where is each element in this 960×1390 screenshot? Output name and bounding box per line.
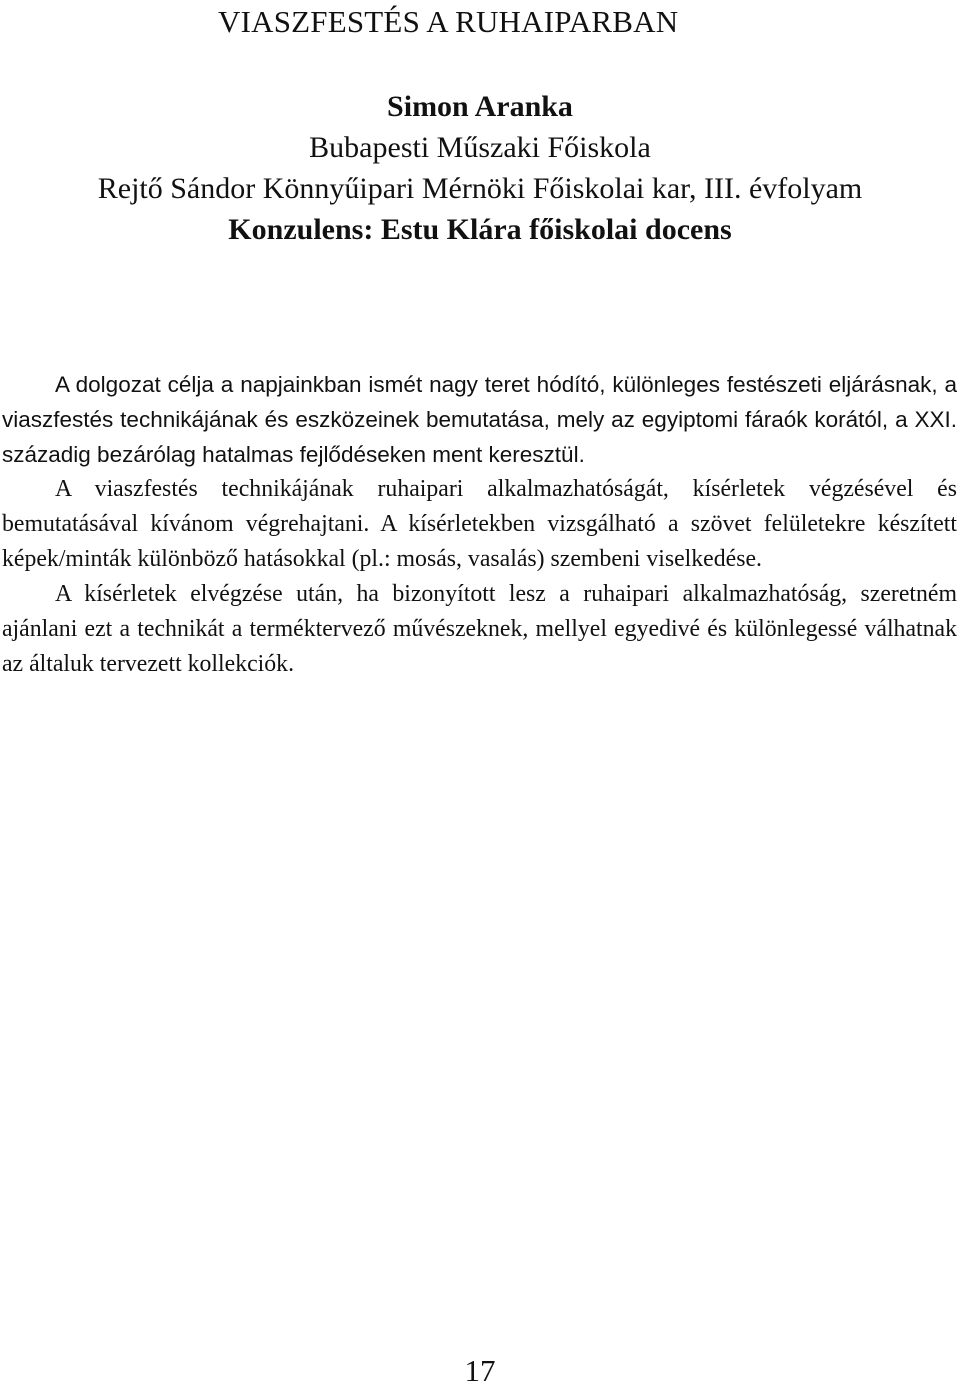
abstract bbox=[2, 367, 957, 682]
abstract-paragraph: A viaszfestés technikájának ruhaipari alkalmazhatóságát, kísérletek végzésével és bemutatásával kívánom végrehajtani. A kísérletekben vizsgálható a szövet felületekre készített képek/minták különböző hatásokkal (pl.: mosás, vasalás) szembeni viselkedése. bbox=[2, 476, 957, 572]
author-name: Simon Aranka bbox=[387, 90, 573, 123]
abstract-paragraph: A dolgozat célja a napjainkban ismét nagy teret hódító, különleges festészeti eljárásnak, a viaszfestés technikájának és eszközeinek bemutatása, mely az egyiptomi fáraók korától, a XXI. századig bezárólag hatalmas fejlődéseken ment keresztül. bbox=[2, 372, 957, 467]
faculty: Rejtő Sándor Könnyűipari Mérnöki Főiskolai kar, III. évfolyam bbox=[97, 172, 863, 205]
page-title: VIASZFESTÉS A RUHAIPARBAN bbox=[218, 4, 679, 39]
consultant: Konzulens: Estu Klára főiskolai docens bbox=[228, 213, 732, 246]
page-number: 17 bbox=[464, 1353, 496, 1388]
institution: Bubapesti Műszaki Főiskola bbox=[309, 131, 651, 164]
author-block bbox=[0, 86, 960, 250]
abstract-paragraph: A kísérletek elvégzése után, ha bizonyított lesz a ruhaipari alkalmazhatóság, szeretném ajánlani ezt a technikát a terméktervező művészeknek, mellyel egyedivé és különlegessé válhatnak az általuk tervezett kollekciók. bbox=[2, 581, 957, 677]
